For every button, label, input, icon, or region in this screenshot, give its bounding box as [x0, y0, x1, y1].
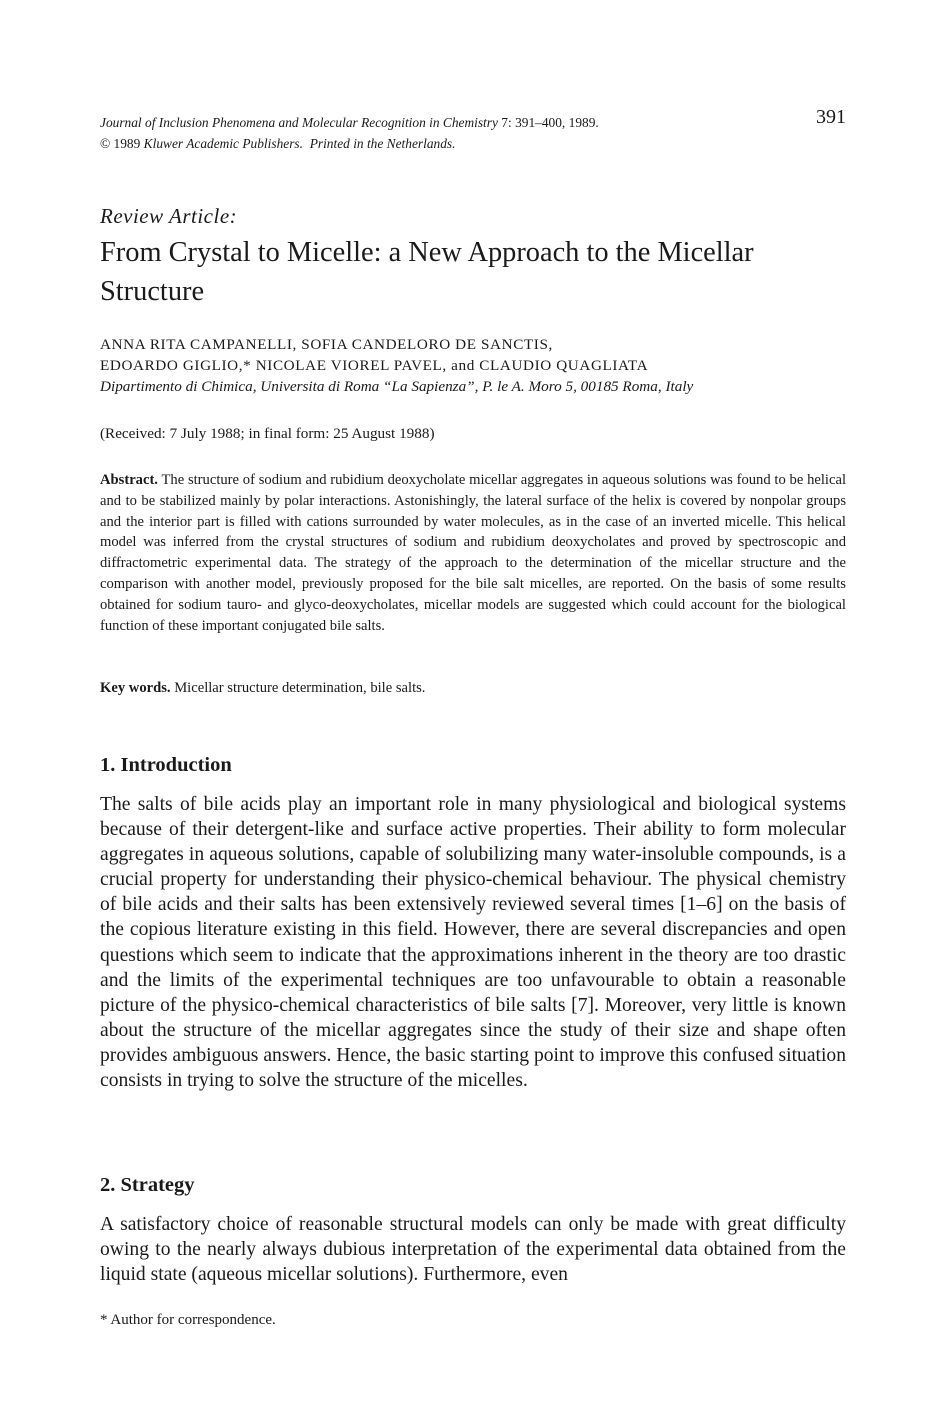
journal-name: Journal of Inclusion Phenomena and Molecular Recognition in Chemistry: [100, 115, 498, 130]
affiliation: Dipartimento di Chimica, Universita di Roma “La Sapienza”, P. le A. Moro 5, 00185 Roma, Italy: [100, 378, 694, 395]
authors-line-1: ANNA RITA CAMPANELLI, SOFIA CANDELORO DE SANCTIS,: [100, 336, 553, 353]
keywords-text: Micellar structure determination, bile salts.: [174, 680, 426, 696]
article-type: Review Article:: [100, 204, 238, 228]
page-number: 391: [816, 106, 846, 128]
copyright-notice: © 1989: [100, 136, 141, 151]
publisher-name: Kluwer Academic Publishers.: [143, 136, 303, 151]
author-block: [100, 334, 846, 397]
keywords: [100, 680, 425, 697]
paper-title: From Crystal to Micelle: a New Approach to the Micellar Structure: [100, 237, 754, 307]
section-heading-strategy: 2. Strategy: [100, 1174, 195, 1196]
section-heading-introduction: 1. Introduction: [100, 754, 232, 776]
section-text-introduction: The salts of bile acids play an important role in many physiological and biological systems because of their detergent-like and surface active properties. Their ability to form molecular aggregates in aqueous solutions, capable of solubilizing many water-insoluble compounds, is a crucial property for understanding their physico-chemical behaviour. The physical chemistry of bile acids and their salts has been extensively reviewed several times [1–6] on the basis of the copious literature existing in this field. However, there are several discrepancies and open questions which seem to indicate that the approximations inherent in the theory are too drastic and the limits of the experimental techniques are too unfavourable to obtain a reasonable picture of the physico-chemical characteristics of bile salts [7]. Moreover, very little is known about the structure of the micellar aggregates since the study of their size and shape often provides ambiguous answers. Hence, the basic starting point to improve this confused situation consists in trying to solve the structure of the micelles.: [100, 794, 846, 1092]
received-dates: (Received: 7 July 1988; in final form: 25 August 1988): [100, 425, 435, 442]
copyright-line: [100, 133, 846, 154]
keywords-label: Key words.: [100, 680, 171, 696]
abstract: [100, 470, 846, 636]
journal-header: [100, 112, 846, 154]
authors-line-2: EDOARDO GIGLIO,* NICOLAE VIOREL PAVEL, and CLAUDIO QUAGLIATA: [100, 357, 649, 374]
footnote: * Author for correspondence.: [100, 1312, 276, 1328]
abstract-label: Abstract.: [100, 472, 158, 488]
printed-location: Printed in the Netherlands.: [309, 136, 456, 151]
journal-citation-line: [100, 112, 846, 133]
journal-volume: 7: [501, 115, 508, 130]
abstract-text: The structure of sodium and rubidium deoxycholate micellar aggregates in aqueous solutions was found to be helical and to be stabilized mainly by polar interactions. Astonishingly, the lateral surface of the helix is covered by nonpolar groups and the interior part is filled with cations surrounded by water molecules, as in the case of an inverted micelle. This helical model was inferred from the crystal structures of sodium and rubidium deoxycholates and proved by spectroscopic and diffractometric experimental data. The strategy of the approach to the determination of the micellar structure and the comparison with another model, previously proposed for the bile salt micelles, are reported. On the basis of some results obtained for sodium tauro- and glyco-deoxycholates, micellar models are suggested which could account for the biological function of these important conjugated bile salts.: [100, 472, 846, 634]
journal-pages-year: : 391–400, 1989.: [508, 115, 599, 130]
section-text-strategy: A satisfactory choice of reasonable structural models can only be made with great difficulty owing to the nearly always dubious interpretation of the experimental data obtained from the liquid state (aqueous micellar solutions). Furthermore, even: [100, 1214, 846, 1286]
